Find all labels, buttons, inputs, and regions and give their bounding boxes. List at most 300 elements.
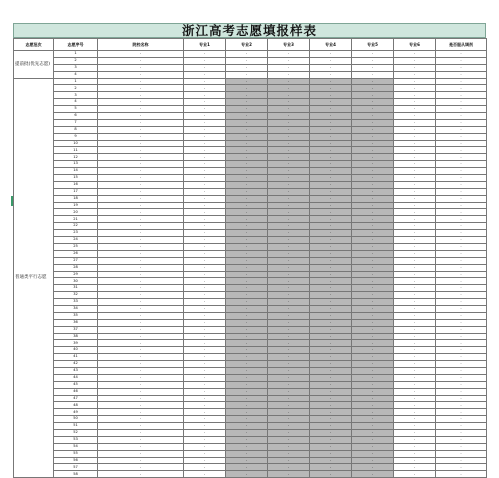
major-cell[interactable]: -: [184, 133, 226, 140]
school-cell[interactable]: -: [98, 140, 184, 147]
major-cell[interactable]: -: [310, 216, 352, 223]
seq-cell[interactable]: 38: [54, 333, 98, 340]
major-cell[interactable]: -: [184, 388, 226, 395]
major-cell[interactable]: -: [268, 464, 310, 471]
major-cell[interactable]: -: [310, 388, 352, 395]
major-cell[interactable]: -: [352, 347, 394, 354]
adjust-cell[interactable]: -: [436, 264, 487, 271]
major-cell[interactable]: -: [226, 326, 268, 333]
major-cell[interactable]: -: [226, 92, 268, 99]
major-cell[interactable]: -: [352, 264, 394, 271]
major-cell[interactable]: -: [352, 271, 394, 278]
seq-cell[interactable]: 35: [54, 312, 98, 319]
major-cell[interactable]: -: [310, 175, 352, 182]
major-cell[interactable]: -: [226, 340, 268, 347]
seq-cell[interactable]: 19: [54, 202, 98, 209]
major-cell[interactable]: -: [394, 181, 436, 188]
school-cell[interactable]: -: [98, 71, 184, 78]
major-cell[interactable]: -: [184, 381, 226, 388]
school-cell[interactable]: -: [98, 299, 184, 306]
school-cell[interactable]: -: [98, 292, 184, 299]
major-cell[interactable]: -: [226, 243, 268, 250]
major-cell[interactable]: -: [184, 471, 226, 478]
major-cell[interactable]: -: [394, 71, 436, 78]
major-cell[interactable]: -: [310, 450, 352, 457]
major-cell[interactable]: -: [268, 57, 310, 64]
major-cell[interactable]: -: [310, 423, 352, 430]
adjust-cell[interactable]: -: [436, 402, 487, 409]
major-cell[interactable]: -: [268, 250, 310, 257]
major-cell[interactable]: -: [184, 223, 226, 230]
major-cell[interactable]: -: [184, 113, 226, 120]
adjust-cell[interactable]: -: [436, 119, 487, 126]
major-cell[interactable]: -: [352, 381, 394, 388]
major-cell[interactable]: -: [226, 202, 268, 209]
adjust-cell[interactable]: -: [436, 57, 487, 64]
major-cell[interactable]: -: [394, 340, 436, 347]
school-cell[interactable]: -: [98, 113, 184, 120]
major-cell[interactable]: -: [310, 113, 352, 120]
major-cell[interactable]: -: [394, 140, 436, 147]
major-cell[interactable]: -: [184, 140, 226, 147]
school-cell[interactable]: -: [98, 381, 184, 388]
seq-cell[interactable]: 5: [54, 106, 98, 113]
seq-cell[interactable]: 2: [54, 57, 98, 64]
major-cell[interactable]: -: [184, 429, 226, 436]
major-cell[interactable]: -: [226, 119, 268, 126]
major-cell[interactable]: -: [310, 333, 352, 340]
major-cell[interactable]: -: [268, 188, 310, 195]
major-cell[interactable]: -: [184, 278, 226, 285]
major-cell[interactable]: -: [394, 250, 436, 257]
major-cell[interactable]: -: [352, 71, 394, 78]
major-cell[interactable]: -: [394, 443, 436, 450]
school-cell[interactable]: -: [98, 209, 184, 216]
school-cell[interactable]: -: [98, 409, 184, 416]
school-cell[interactable]: -: [98, 271, 184, 278]
school-cell[interactable]: -: [98, 367, 184, 374]
major-cell[interactable]: -: [226, 250, 268, 257]
major-cell[interactable]: -: [226, 133, 268, 140]
major-cell[interactable]: -: [268, 271, 310, 278]
major-cell[interactable]: -: [394, 457, 436, 464]
adjust-cell[interactable]: -: [436, 154, 487, 161]
adjust-cell[interactable]: -: [436, 416, 487, 423]
major-cell[interactable]: -: [184, 409, 226, 416]
major-cell[interactable]: -: [394, 271, 436, 278]
major-cell[interactable]: -: [352, 99, 394, 106]
major-cell[interactable]: -: [268, 354, 310, 361]
major-cell[interactable]: -: [352, 230, 394, 237]
major-cell[interactable]: -: [184, 237, 226, 244]
school-cell[interactable]: -: [98, 354, 184, 361]
major-cell[interactable]: -: [394, 305, 436, 312]
major-cell[interactable]: -: [394, 354, 436, 361]
major-cell[interactable]: -: [226, 319, 268, 326]
major-cell[interactable]: -: [268, 154, 310, 161]
school-cell[interactable]: -: [98, 395, 184, 402]
major-cell[interactable]: -: [394, 264, 436, 271]
major-cell[interactable]: -: [268, 299, 310, 306]
seq-cell[interactable]: 39: [54, 340, 98, 347]
major-cell[interactable]: -: [352, 154, 394, 161]
major-cell[interactable]: -: [394, 395, 436, 402]
major-cell[interactable]: -: [394, 85, 436, 92]
major-cell[interactable]: -: [268, 237, 310, 244]
major-cell[interactable]: -: [268, 443, 310, 450]
major-cell[interactable]: -: [310, 374, 352, 381]
major-cell[interactable]: -: [394, 429, 436, 436]
major-cell[interactable]: -: [310, 464, 352, 471]
adjust-cell[interactable]: -: [436, 354, 487, 361]
major-cell[interactable]: -: [310, 71, 352, 78]
school-cell[interactable]: -: [98, 443, 184, 450]
adjust-cell[interactable]: -: [436, 361, 487, 368]
major-cell[interactable]: -: [226, 292, 268, 299]
major-cell[interactable]: -: [394, 51, 436, 58]
adjust-cell[interactable]: -: [436, 457, 487, 464]
adjust-cell[interactable]: -: [436, 443, 487, 450]
major-cell[interactable]: -: [310, 195, 352, 202]
major-cell[interactable]: -: [394, 243, 436, 250]
major-cell[interactable]: -: [352, 436, 394, 443]
major-cell[interactable]: -: [310, 223, 352, 230]
adjust-cell[interactable]: -: [436, 271, 487, 278]
major-cell[interactable]: -: [226, 443, 268, 450]
major-cell[interactable]: -: [352, 85, 394, 92]
major-cell[interactable]: -: [226, 71, 268, 78]
school-cell[interactable]: -: [98, 147, 184, 154]
major-cell[interactable]: -: [184, 64, 226, 71]
school-cell[interactable]: -: [98, 237, 184, 244]
major-cell[interactable]: -: [394, 168, 436, 175]
major-cell[interactable]: -: [184, 305, 226, 312]
adjust-cell[interactable]: -: [436, 181, 487, 188]
major-cell[interactable]: -: [184, 333, 226, 340]
major-cell[interactable]: -: [268, 51, 310, 58]
major-cell[interactable]: -: [268, 347, 310, 354]
major-cell[interactable]: -: [226, 471, 268, 478]
seq-cell[interactable]: 13: [54, 161, 98, 168]
major-cell[interactable]: -: [268, 264, 310, 271]
major-cell[interactable]: -: [184, 51, 226, 58]
seq-cell[interactable]: 7: [54, 119, 98, 126]
major-cell[interactable]: -: [268, 78, 310, 85]
adjust-cell[interactable]: -: [436, 64, 487, 71]
major-cell[interactable]: -: [310, 57, 352, 64]
major-cell[interactable]: -: [184, 154, 226, 161]
seq-cell[interactable]: 43: [54, 367, 98, 374]
major-cell[interactable]: -: [268, 113, 310, 120]
school-cell[interactable]: -: [98, 175, 184, 182]
major-cell[interactable]: -: [226, 436, 268, 443]
adjust-cell[interactable]: -: [436, 85, 487, 92]
major-cell[interactable]: -: [268, 278, 310, 285]
major-cell[interactable]: -: [226, 333, 268, 340]
major-cell[interactable]: -: [226, 409, 268, 416]
major-cell[interactable]: -: [310, 133, 352, 140]
major-cell[interactable]: -: [394, 312, 436, 319]
major-cell[interactable]: -: [268, 326, 310, 333]
major-cell[interactable]: -: [184, 264, 226, 271]
major-cell[interactable]: -: [310, 243, 352, 250]
school-cell[interactable]: -: [98, 92, 184, 99]
seq-cell[interactable]: 20: [54, 209, 98, 216]
major-cell[interactable]: -: [268, 457, 310, 464]
header-cell-adjust[interactable]: 是否服从调剂: [436, 39, 487, 51]
major-cell[interactable]: -: [394, 436, 436, 443]
major-cell[interactable]: -: [226, 78, 268, 85]
major-cell[interactable]: -: [352, 285, 394, 292]
seq-cell[interactable]: 48: [54, 402, 98, 409]
major-cell[interactable]: -: [226, 181, 268, 188]
major-cell[interactable]: -: [226, 161, 268, 168]
major-cell[interactable]: -: [184, 395, 226, 402]
major-cell[interactable]: -: [394, 133, 436, 140]
adjust-cell[interactable]: -: [436, 388, 487, 395]
major-cell[interactable]: -: [268, 85, 310, 92]
major-cell[interactable]: -: [268, 140, 310, 147]
seq-cell[interactable]: 10: [54, 140, 98, 147]
seq-cell[interactable]: 6: [54, 113, 98, 120]
major-cell[interactable]: -: [268, 395, 310, 402]
adjust-cell[interactable]: -: [436, 299, 487, 306]
seq-cell[interactable]: 33: [54, 299, 98, 306]
major-cell[interactable]: -: [352, 395, 394, 402]
school-cell[interactable]: -: [98, 223, 184, 230]
major-cell[interactable]: -: [268, 285, 310, 292]
major-cell[interactable]: -: [394, 202, 436, 209]
adjust-cell[interactable]: -: [436, 223, 487, 230]
major-cell[interactable]: -: [352, 140, 394, 147]
school-cell[interactable]: -: [98, 436, 184, 443]
adjust-cell[interactable]: -: [436, 367, 487, 374]
adjust-cell[interactable]: -: [436, 99, 487, 106]
major-cell[interactable]: -: [268, 374, 310, 381]
major-cell[interactable]: -: [226, 361, 268, 368]
school-cell[interactable]: -: [98, 195, 184, 202]
major-cell[interactable]: -: [184, 299, 226, 306]
header-cell-major6[interactable]: 专业6: [394, 39, 436, 51]
adjust-cell[interactable]: -: [436, 436, 487, 443]
major-cell[interactable]: -: [310, 326, 352, 333]
major-cell[interactable]: -: [310, 271, 352, 278]
major-cell[interactable]: -: [268, 471, 310, 478]
major-cell[interactable]: -: [268, 381, 310, 388]
major-cell[interactable]: -: [352, 57, 394, 64]
header-cell-major2[interactable]: 专业2: [226, 39, 268, 51]
major-cell[interactable]: -: [310, 85, 352, 92]
adjust-cell[interactable]: -: [436, 78, 487, 85]
seq-cell[interactable]: 42: [54, 361, 98, 368]
seq-cell[interactable]: 14: [54, 168, 98, 175]
major-cell[interactable]: -: [226, 188, 268, 195]
major-cell[interactable]: -: [268, 243, 310, 250]
major-cell[interactable]: -: [394, 188, 436, 195]
major-cell[interactable]: -: [352, 92, 394, 99]
header-cell-major5[interactable]: 专业5: [352, 39, 394, 51]
adjust-cell[interactable]: -: [436, 333, 487, 340]
major-cell[interactable]: -: [268, 436, 310, 443]
major-cell[interactable]: -: [394, 450, 436, 457]
school-cell[interactable]: -: [98, 305, 184, 312]
school-cell[interactable]: -: [98, 278, 184, 285]
major-cell[interactable]: -: [226, 126, 268, 133]
major-cell[interactable]: -: [184, 402, 226, 409]
major-cell[interactable]: -: [352, 209, 394, 216]
major-cell[interactable]: -: [268, 429, 310, 436]
major-cell[interactable]: -: [184, 450, 226, 457]
major-cell[interactable]: -: [352, 78, 394, 85]
major-cell[interactable]: -: [394, 257, 436, 264]
major-cell[interactable]: -: [352, 51, 394, 58]
major-cell[interactable]: -: [226, 99, 268, 106]
major-cell[interactable]: -: [226, 381, 268, 388]
major-cell[interactable]: -: [352, 243, 394, 250]
major-cell[interactable]: -: [226, 423, 268, 430]
seq-cell[interactable]: 27: [54, 257, 98, 264]
school-cell[interactable]: -: [98, 216, 184, 223]
major-cell[interactable]: -: [310, 471, 352, 478]
adjust-cell[interactable]: -: [436, 51, 487, 58]
major-cell[interactable]: -: [310, 161, 352, 168]
adjust-cell[interactable]: -: [436, 188, 487, 195]
major-cell[interactable]: -: [268, 416, 310, 423]
seq-cell[interactable]: 18: [54, 195, 98, 202]
seq-cell[interactable]: 16: [54, 181, 98, 188]
major-cell[interactable]: -: [394, 106, 436, 113]
major-cell[interactable]: -: [352, 216, 394, 223]
major-cell[interactable]: -: [226, 354, 268, 361]
major-cell[interactable]: -: [352, 175, 394, 182]
school-cell[interactable]: -: [98, 181, 184, 188]
school-cell[interactable]: -: [98, 429, 184, 436]
school-cell[interactable]: -: [98, 188, 184, 195]
school-cell[interactable]: -: [98, 51, 184, 58]
major-cell[interactable]: -: [310, 416, 352, 423]
major-cell[interactable]: -: [226, 367, 268, 374]
major-cell[interactable]: -: [394, 409, 436, 416]
seq-cell[interactable]: 49: [54, 409, 98, 416]
major-cell[interactable]: -: [226, 57, 268, 64]
major-cell[interactable]: -: [352, 299, 394, 306]
major-cell[interactable]: -: [394, 237, 436, 244]
adjust-cell[interactable]: -: [436, 106, 487, 113]
seq-cell[interactable]: 3: [54, 64, 98, 71]
seq-cell[interactable]: 4: [54, 99, 98, 106]
major-cell[interactable]: -: [352, 464, 394, 471]
major-cell[interactable]: -: [394, 64, 436, 71]
major-cell[interactable]: -: [184, 436, 226, 443]
major-cell[interactable]: -: [310, 202, 352, 209]
major-cell[interactable]: -: [394, 57, 436, 64]
major-cell[interactable]: -: [184, 106, 226, 113]
school-cell[interactable]: -: [98, 250, 184, 257]
major-cell[interactable]: -: [394, 416, 436, 423]
major-cell[interactable]: -: [310, 147, 352, 154]
major-cell[interactable]: -: [310, 78, 352, 85]
major-cell[interactable]: -: [226, 264, 268, 271]
major-cell[interactable]: -: [394, 209, 436, 216]
major-cell[interactable]: -: [310, 278, 352, 285]
major-cell[interactable]: -: [352, 402, 394, 409]
adjust-cell[interactable]: -: [436, 340, 487, 347]
major-cell[interactable]: -: [226, 168, 268, 175]
major-cell[interactable]: -: [310, 340, 352, 347]
seq-cell[interactable]: 3: [54, 92, 98, 99]
major-cell[interactable]: -: [394, 161, 436, 168]
seq-cell[interactable]: 30: [54, 278, 98, 285]
adjust-cell[interactable]: -: [436, 395, 487, 402]
header-cell-major3[interactable]: 专业3: [268, 39, 310, 51]
adjust-cell[interactable]: -: [436, 113, 487, 120]
major-cell[interactable]: -: [226, 51, 268, 58]
major-cell[interactable]: -: [352, 333, 394, 340]
seq-cell[interactable]: 8: [54, 126, 98, 133]
major-cell[interactable]: -: [184, 195, 226, 202]
major-cell[interactable]: -: [394, 299, 436, 306]
school-cell[interactable]: -: [98, 450, 184, 457]
major-cell[interactable]: -: [268, 388, 310, 395]
major-cell[interactable]: -: [310, 429, 352, 436]
seq-cell[interactable]: 56: [54, 457, 98, 464]
adjust-cell[interactable]: -: [436, 326, 487, 333]
major-cell[interactable]: -: [394, 367, 436, 374]
major-cell[interactable]: -: [352, 305, 394, 312]
adjust-cell[interactable]: -: [436, 133, 487, 140]
major-cell[interactable]: -: [394, 154, 436, 161]
major-cell[interactable]: -: [310, 299, 352, 306]
major-cell[interactable]: -: [310, 381, 352, 388]
major-cell[interactable]: -: [352, 113, 394, 120]
major-cell[interactable]: -: [268, 361, 310, 368]
major-cell[interactable]: -: [226, 230, 268, 237]
major-cell[interactable]: -: [226, 154, 268, 161]
major-cell[interactable]: -: [352, 443, 394, 450]
seq-cell[interactable]: 45: [54, 381, 98, 388]
seq-cell[interactable]: 58: [54, 471, 98, 478]
adjust-cell[interactable]: -: [436, 216, 487, 223]
major-cell[interactable]: -: [226, 237, 268, 244]
major-cell[interactable]: -: [184, 126, 226, 133]
major-cell[interactable]: -: [268, 230, 310, 237]
major-cell[interactable]: -: [352, 106, 394, 113]
school-cell[interactable]: -: [98, 168, 184, 175]
major-cell[interactable]: -: [184, 423, 226, 430]
major-cell[interactable]: -: [352, 312, 394, 319]
seq-cell[interactable]: 41: [54, 354, 98, 361]
school-cell[interactable]: -: [98, 326, 184, 333]
seq-cell[interactable]: 11: [54, 147, 98, 154]
seq-cell[interactable]: 1: [54, 78, 98, 85]
school-cell[interactable]: -: [98, 64, 184, 71]
major-cell[interactable]: -: [352, 195, 394, 202]
major-cell[interactable]: -: [394, 347, 436, 354]
seq-cell[interactable]: 4: [54, 71, 98, 78]
seq-cell[interactable]: 25: [54, 243, 98, 250]
major-cell[interactable]: -: [394, 374, 436, 381]
major-cell[interactable]: -: [310, 237, 352, 244]
major-cell[interactable]: -: [352, 450, 394, 457]
major-cell[interactable]: -: [268, 216, 310, 223]
major-cell[interactable]: -: [352, 64, 394, 71]
school-cell[interactable]: -: [98, 106, 184, 113]
major-cell[interactable]: -: [184, 85, 226, 92]
seq-cell[interactable]: 1: [54, 51, 98, 58]
major-cell[interactable]: -: [268, 409, 310, 416]
major-cell[interactable]: -: [268, 312, 310, 319]
major-cell[interactable]: -: [184, 257, 226, 264]
